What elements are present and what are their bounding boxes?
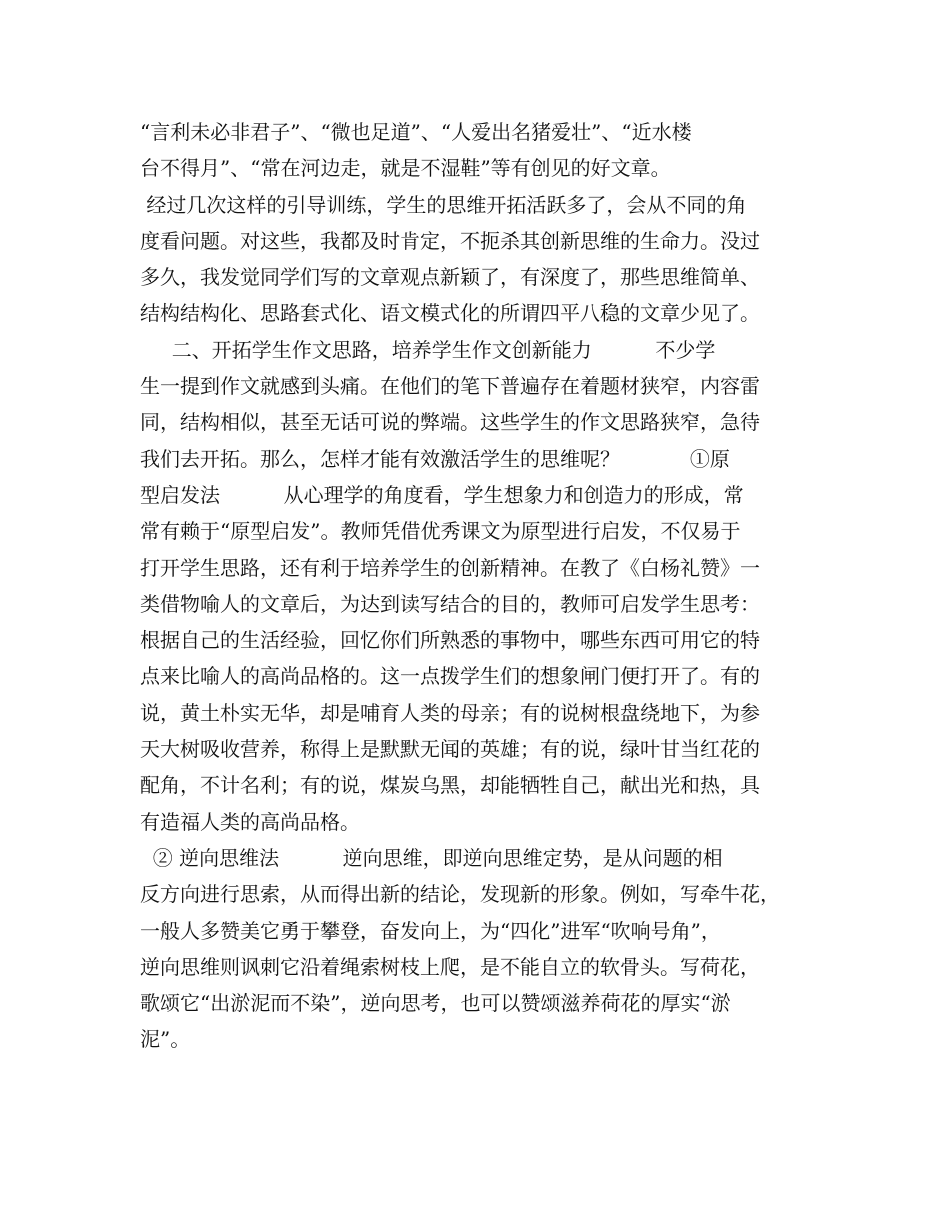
text-line: 我们去开拓。那么，怎样才能有效激活学生的思维呢？ ①原	[140, 446, 730, 471]
text-line: 点来比喻人的高尚品格的。这一点拨学生们的想象闸门便打开了。有的	[140, 664, 760, 689]
text-line: 歌颂它“出淤泥而不染”，逆向思考，也可以赞颂滋养荷花的厚实“淤	[140, 991, 731, 1016]
text-line: “言利未必非君子”、“微也足道”、“人爱出名猪爱壮”、“近水楼	[140, 120, 692, 144]
text-line: 多久，我发觉同学们写的文章观点新颖了，有深度了，那些思维简单、	[140, 265, 760, 290]
text-line: 结构结构化、思路套式化、语文模式化的所谓四平八稳的文章少见了。	[140, 301, 760, 326]
text-line: 台不得月”、“常在河边走，就是不湿鞋”等有创见的好文章。	[140, 156, 671, 181]
text-line: 一般人多赞美它勇于攀登，奋发向上，为“四化”进军“吹响号角”，	[140, 918, 721, 943]
text-line: 型启发法 从心理学的角度看，学生想象力和创造力的形成，常	[140, 482, 744, 507]
text-line: 反方向进行思索，从而得出新的结论，发现新的形象。例如，写牵牛花，	[140, 882, 780, 907]
text-line: 常有赖于“原型启发”。教师凭借优秀课文为原型进行启发，不仅易于	[140, 519, 741, 544]
text-line: 打开学生思路，还有利于培养学生的创新精神。在教了《白杨礼赞》一	[140, 555, 760, 580]
text-line: 生一提到作文就感到头痛。在他们的笔下普遍存在着题材狭窄，内容雷	[140, 374, 760, 399]
text-line: 根据自己的生活经验，回忆你们所熟悉的事物中，哪些东西可用它的特	[140, 628, 760, 653]
text-line: 经过几次这样的引导训练，学生的思维开拓活跃多了，会从不同的角	[140, 192, 747, 217]
text-line: 有造福人类的高尚品格。	[140, 809, 360, 834]
text-line: 天大树吸收营养，称得上是默默无闻的英雄；有的说，绿叶甘当红花的	[140, 737, 760, 762]
document-body	[140, 114, 820, 1058]
text-line: 二、开拓学生作文思路，培养学生作文创新能力 不少学	[140, 337, 716, 362]
text-line: ② 逆向思维法 逆向思维，即逆向思维定势，是从问题的相	[140, 845, 723, 870]
text-line: 类借物喻人的文章后，为达到读写结合的目的，教师可启发学生思考：	[140, 591, 760, 616]
text-line: 说，黄土朴实无华，却是哺育人类的母亲；有的说树根盘绕地下，为参	[140, 700, 760, 725]
text-line: 泥”。	[140, 1027, 191, 1052]
text-line: 同，结构相似，甚至无话可说的弊端。这些学生的作文思路狭窄，急待	[140, 410, 760, 435]
text-line: 配角，不计名利；有的说，煤炭乌黑，却能牺牲自己，献出光和热，具	[140, 773, 760, 798]
text-line: 度看问题。对这些，我都及时肯定，不扼杀其创新思维的生命力。没过	[140, 228, 760, 253]
text-line: 逆向思维则讽刺它沿着绳索树枝上爬，是不能自立的软骨头。写荷花，	[140, 954, 760, 979]
